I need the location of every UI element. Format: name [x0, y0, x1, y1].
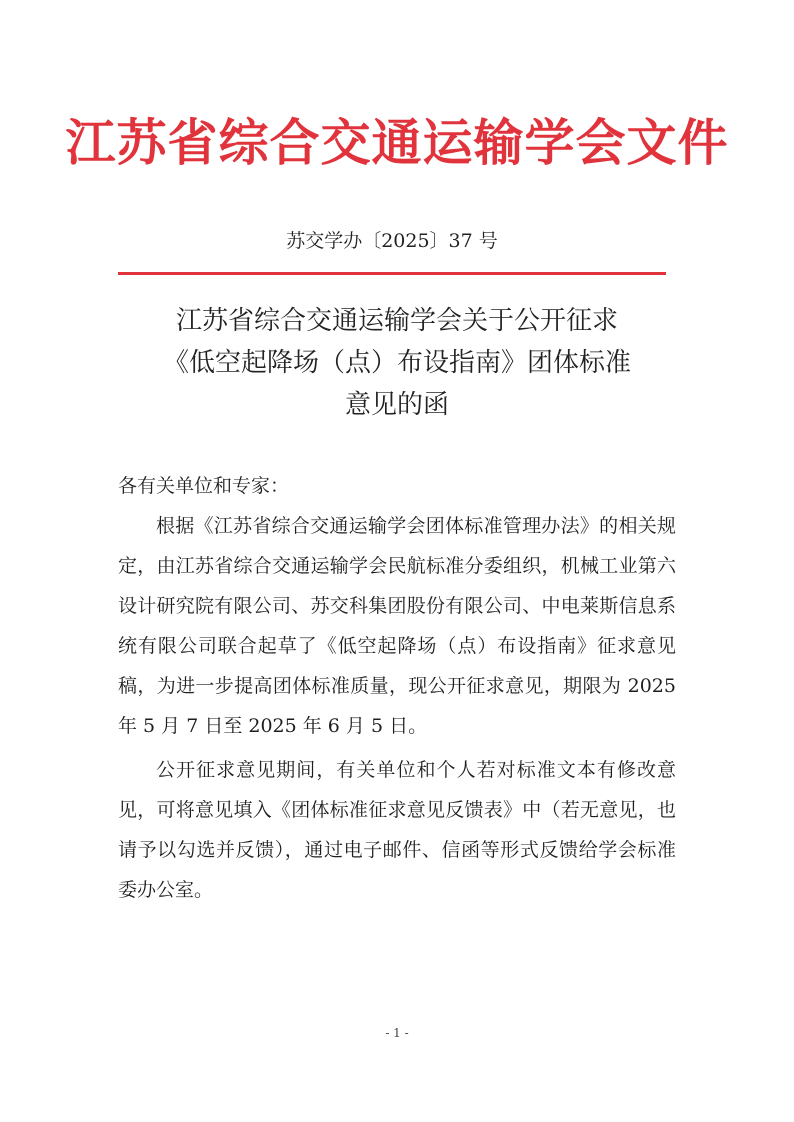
salutation: 各有关单位和专家：: [118, 475, 290, 497]
letter-body: [118, 506, 676, 910]
red-divider-line: [118, 272, 666, 275]
letter-title-line-2: 《低空起降场（点）布设指南》团体标准: [162, 348, 631, 378]
document-number: 苏交学办〔2025〕37 号: [286, 230, 498, 252]
body-paragraph: 公开征求意见期间，有关单位和个人若对标准文本有修改意见，可将意见填入《团体标准征求意见反馈表》中（若无意见，也请予以勾选并反馈），通过电子邮件、信函等形式反馈给学会标准委办公室。: [118, 759, 676, 901]
body-paragraph: 根据《江苏省综合交通运输学会团体标准管理办法》的相关规定，由江苏省综合交通运输学会民航标准分委组织，机械工业第六设计研究院有限公司、苏交科集团股份有限公司、中电莱斯信息系统有限公司联合起草了《低空起降场（点）布设指南》征求意见稿，为进一步提高团体标准质量，现公开征求意见，期限为 2025 年 5 月 7 日至 2025 年 6 月 5 日。: [118, 515, 676, 737]
letter-title-line-1: 江苏省综合交通运输学会关于公开征求: [175, 306, 618, 336]
letter-title: [0, 300, 794, 426]
document-header-title: 江苏省综合交通运输学会文件: [65, 113, 729, 172]
page-number: - 1 -: [385, 1026, 409, 1040]
letter-title-line-3: 意见的函: [344, 390, 449, 420]
